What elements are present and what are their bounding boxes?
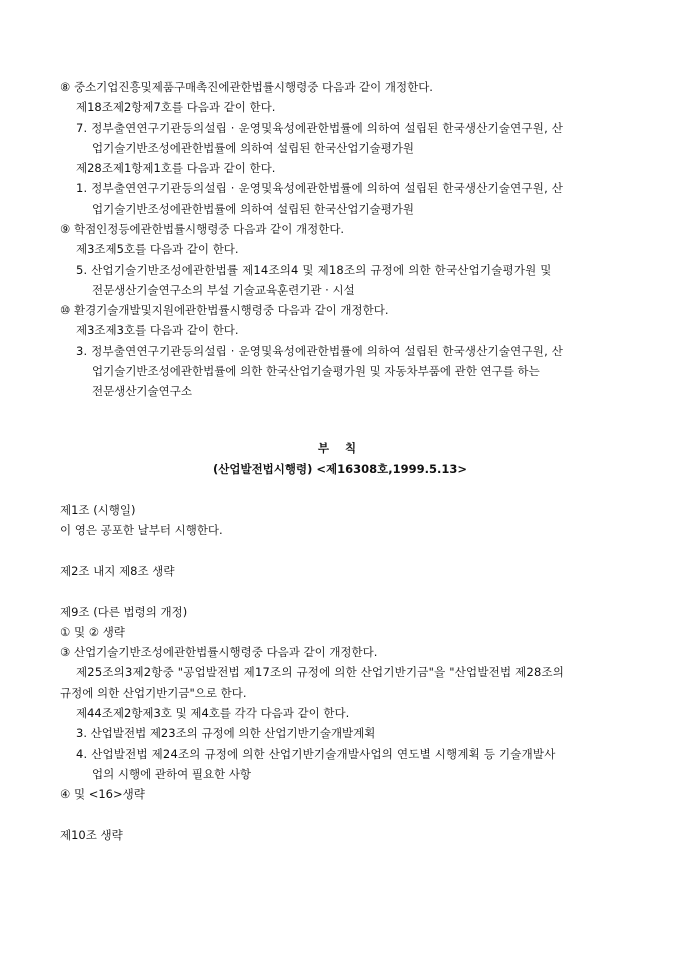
list-item: 3. 정부출연연구기관등의설립 · 운영및육성에관한법률에 의하여 설립된 한국생산기술연구원, 산 [76,344,564,358]
article-heading: 제10조 생략 [60,828,123,842]
list-item: 4. 산업발전법 제24조의 규정에 의한 산업기반기술개발사업의 연도별 시행계획 등 기술개발사 [76,747,556,761]
addendum-subtitle: (산업발전법시행령) <제16308호,1999.5.13> [212,462,467,476]
list-item-continued: 업기술기반조성에관한법률에 의하여 설립된 한국산업기술평가원 [92,141,415,155]
list-item-continued: 전문생산기술연구소의 부설 기술교육훈련기관 · 시설 [92,283,355,297]
addendum-title: 부 칙 [317,441,363,455]
paragraph-item: ④ 및 <16>생략 [60,787,145,801]
article-body: 이 영은 공포한 날부터 시행한다. [60,523,223,537]
amendment-clause: 제44조제2항제3호 및 제4호를 각각 다음과 같이 한다. [76,706,350,720]
list-item: 3. 산업발전법 제23조의 규정에 의한 산업기반기술개발계획 [76,726,376,740]
article-heading: 제9조 (다른 법령의 개정) [60,605,188,619]
paragraph-item: ① 및 ② 생략 [60,625,125,639]
article-heading: 제2조 내지 제8조 생략 [60,564,175,578]
list-item: 5. 산업기술기반조성에관한법률 제14조의4 및 제18조의 규정에 의한 한국산업기술평가원 및 [76,263,552,277]
list-item-continued: 전문생산기술연구소 [92,384,192,398]
list-item: 7. 정부출연연구기관등의설립 · 운영및육성에관한법률에 의하여 설립된 한국생산기술연구원, 산 [76,121,564,135]
amendment-clause: 제3조제3호를 다음과 같이 한다. [76,323,239,337]
amendment-clause-continued: 규정에 의한 산업기반기금"으로 한다. [60,686,247,700]
list-item-continued: 업기술기반조성에관한법률에 의한 한국산업기술평가원 및 자동차부품에 관한 연구를 하는 [92,364,540,378]
amendment-clause: 제3조제5호를 다음과 같이 한다. [76,242,239,256]
amendment-clause: 제25조의3제2항중 "공업발전법 제17조의 규정에 의한 산업기반기금"을 "산업발전법 제28조의 [76,665,565,679]
amendment-clause: 제18조제2항제7호를 다음과 같이 한다. [76,100,276,114]
paragraph-item-9: ⑨ 학점인정등에관한법률시행령중 다음과 같이 개정한다. [60,222,345,236]
list-item-continued: 업기술기반조성에관한법률에 의하여 설립된 한국산업기술평가원 [92,202,415,216]
amendment-clause: 제28조제1항제1호를 다음과 같이 한다. [76,161,276,175]
paragraph-item-3: ③ 산업기술기반조성에관한법률시행령중 다음과 같이 개정한다. [60,645,378,659]
list-item: 1. 정부출연연구기관등의설립 · 운영및육성에관한법률에 의하여 설립된 한국생산기술연구원, 산 [76,181,564,195]
paragraph-item-10: ⑩ 환경기술개발및지원에관한법률시행령중 다음과 같이 개정한다. [60,303,389,317]
list-item-continued: 업의 시행에 관하여 필요한 사항 [92,767,252,781]
article-heading: 제1조 (시행일) [60,503,136,517]
paragraph-item-8: ⑧ 중소기업진흥및제품구매촉진에관한법률시행령중 다음과 같이 개정한다. [60,80,433,94]
